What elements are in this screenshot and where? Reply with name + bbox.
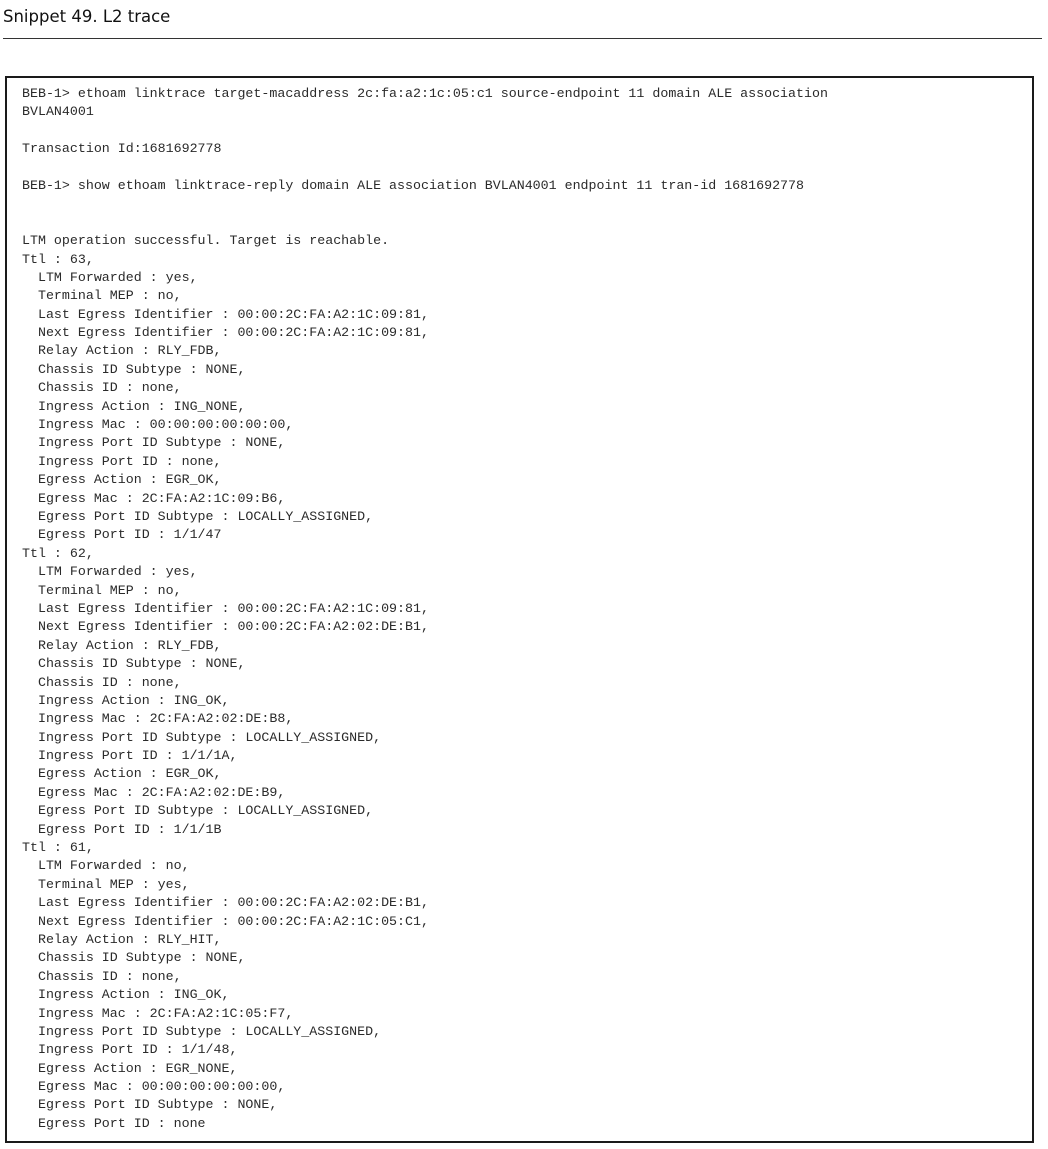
title-divider: [3, 38, 1042, 39]
code-line: Ingress Mac : 2C:FA:A2:02:DE:B8,: [22, 711, 294, 727]
code-line: Egress Action : EGR_OK,: [22, 472, 222, 488]
code-line: Ingress Port ID : none,: [22, 453, 222, 469]
snippet-title: Snippet 49. L2 trace: [3, 7, 171, 26]
code-line: Ingress Port ID Subtype : LOCALLY_ASSIGNED,: [22, 1023, 382, 1039]
code-line: Chassis ID Subtype : NONE,: [22, 950, 246, 966]
code-line: Ttl : 63,: [22, 251, 94, 267]
code-line: Egress Port ID : none: [22, 1115, 206, 1131]
code-line: Chassis ID Subtype : NONE,: [22, 361, 246, 377]
code-line: [22, 159, 828, 177]
code-line: Egress Action : EGR_OK,: [22, 766, 222, 782]
code-line: Relay Action : RLY_FDB,: [22, 343, 222, 359]
code-line: Ttl : 61,: [22, 840, 94, 856]
code-line: Egress Mac : 2C:FA:A2:1C:09:B6,: [22, 490, 286, 506]
code-line: LTM Forwarded : yes,: [22, 269, 198, 285]
code-line: LTM Forwarded : yes,: [22, 564, 198, 580]
code-line: Last Egress Identifier : 00:00:2C:FA:A2:1C:09:81,: [22, 306, 429, 322]
code-line: Ingress Mac : 2C:FA:A2:1C:05:F7,: [22, 1005, 294, 1021]
code-line: Ingress Port ID : 1/1/1A,: [22, 748, 238, 764]
code-line: BEB-1> ethoam linktrace target-macaddress 2c:fa:a2:1c:05:c1 source-endpoint 11 domain ALE association: [22, 86, 828, 101]
code-line: Ingress Port ID Subtype : NONE,: [22, 435, 286, 451]
code-line: Ingress Action : ING_NONE,: [22, 398, 246, 414]
code-line: Next Egress Identifier : 00:00:2C:FA:A2:1C:09:81,: [22, 325, 429, 341]
code-line: Ttl : 62,: [22, 545, 94, 561]
code-line: [22, 122, 828, 140]
code-line: Ingress Port ID Subtype : LOCALLY_ASSIGNED,: [22, 729, 382, 745]
code-line: Egress Port ID Subtype : LOCALLY_ASSIGNED,: [22, 508, 374, 524]
code-line: Terminal MEP : no,: [22, 582, 182, 598]
code-line: Egress Port ID Subtype : NONE,: [22, 1097, 278, 1113]
code-line: Transaction Id:1681692778: [22, 141, 222, 157]
code-line: Last Egress Identifier : 00:00:2C:FA:A2:02:DE:B1,: [22, 895, 429, 911]
code-line: Chassis ID : none,: [22, 674, 182, 690]
code-line: Chassis ID Subtype : NONE,: [22, 656, 246, 672]
code-line: Next Egress Identifier : 00:00:2C:FA:A2:1C:05:C1,: [22, 913, 429, 929]
code-lines: [22, 85, 828, 1133]
code-line: Next Egress Identifier : 00:00:2C:FA:A2:02:DE:B1,: [22, 619, 429, 635]
code-line: Egress Mac : 2C:FA:A2:02:DE:B9,: [22, 784, 286, 800]
code-line: [22, 195, 828, 213]
code-line: Ingress Port ID : 1/1/48,: [22, 1042, 238, 1058]
code-line: Chassis ID : none,: [22, 968, 182, 984]
code-line: [22, 214, 828, 232]
code-line: Egress Port ID : 1/1/47: [22, 527, 222, 543]
code-line: BEB-1> show ethoam linktrace-reply domain ALE association BVLAN4001 endpoint 11 tran-id 1681692778: [22, 177, 804, 193]
code-line: BVLAN4001: [22, 104, 94, 120]
code-line: Last Egress Identifier : 00:00:2C:FA:A2:1C:09:81,: [22, 600, 429, 616]
code-line: Relay Action : RLY_HIT,: [22, 931, 222, 947]
code-line: Ingress Mac : 00:00:00:00:00:00,: [22, 417, 294, 433]
code-line: Egress Port ID Subtype : LOCALLY_ASSIGNED,: [22, 803, 374, 819]
code-line: Egress Port ID : 1/1/1B: [22, 821, 222, 837]
code-line: Ingress Action : ING_OK,: [22, 987, 230, 1003]
code-line: Chassis ID : none,: [22, 380, 182, 396]
code-line: Egress Mac : 00:00:00:00:00:00,: [22, 1079, 286, 1095]
code-line: Relay Action : RLY_FDB,: [22, 637, 222, 653]
code-line: Terminal MEP : yes,: [22, 876, 190, 892]
code-line: Ingress Action : ING_OK,: [22, 692, 230, 708]
code-line: Egress Action : EGR_NONE,: [22, 1060, 238, 1076]
code-line: LTM Forwarded : no,: [22, 858, 190, 874]
code-line: LTM operation successful. Target is reachable.: [22, 233, 390, 249]
code-line: Terminal MEP : no,: [22, 288, 182, 304]
